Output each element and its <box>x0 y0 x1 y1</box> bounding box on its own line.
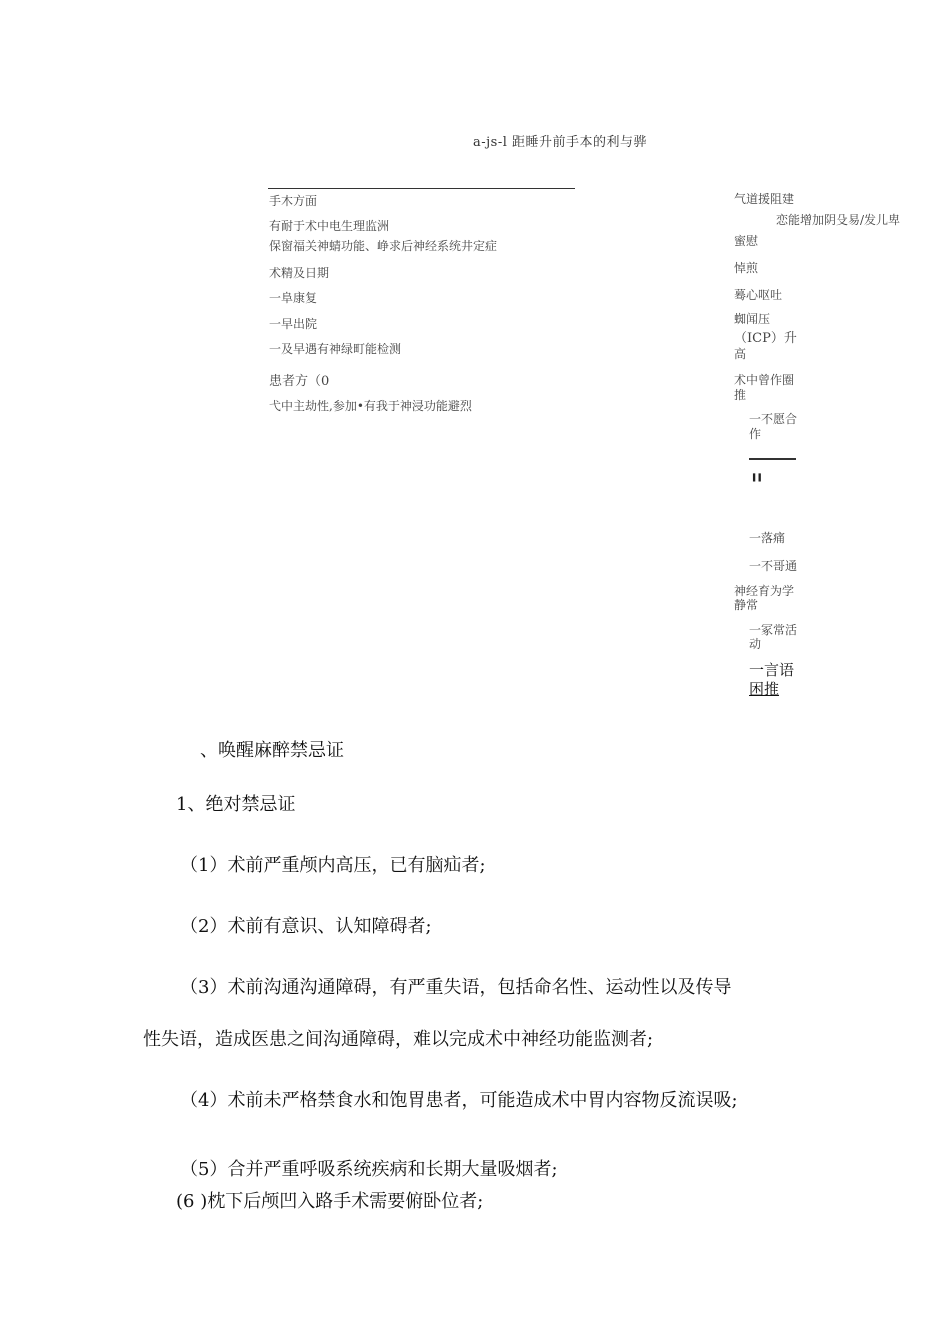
table-row: 保窗福关神蜻功能、峥求后神经系统井定症 <box>269 239 498 253</box>
right-item: 一冢常活 <box>749 623 798 637</box>
section-title: 、唤醒麻醉禁忌证 <box>200 740 344 761</box>
table-row: 弋中主劫性,参加•有我于神浸功能避烈 <box>269 399 472 413</box>
quote-mark: " <box>750 468 764 503</box>
right-item: 术中曾作圈 <box>734 373 795 387</box>
right-rule <box>749 458 796 460</box>
paragraph-line: (6 )枕下后颅凹入路手术需要俯卧位者; <box>176 1191 484 1212</box>
right-item: 神经育为学 <box>734 584 795 598</box>
right-item: 静常 <box>734 598 759 612</box>
table-top-rule <box>268 188 575 189</box>
right-item: 蜜慰 <box>734 234 759 248</box>
table-row: 一早出院 <box>269 317 318 331</box>
right-item: 作 <box>749 427 762 441</box>
right-item: 一言语 <box>749 661 795 679</box>
table-row: 有耐于术中电生理监洲 <box>269 219 390 233</box>
right-item: 动 <box>749 637 762 651</box>
right-item: 气道援阻建 <box>734 192 795 206</box>
table-row: 患者方（0 <box>269 374 330 389</box>
right-item: 一不愿合 <box>749 412 798 426</box>
paragraph-line: （3）术前沟通沟通障碍，有严重失语，包括命名性、运动性以及传导 <box>180 977 732 998</box>
paragraph-line: （2）术前有意识、认知障碍者; <box>180 916 432 937</box>
table-row: 一阜康复 <box>269 291 318 305</box>
table-heading: 手木方面 <box>269 194 318 208</box>
right-item: 一不哥通 <box>749 559 798 573</box>
subsection-title: 1、绝对禁忌证 <box>176 794 296 815</box>
paragraph-line: 性失语，造成医患之间沟通障碍，难以完成术中神经功能监测者; <box>143 1029 654 1050</box>
right-item: 蜘闻压 <box>734 312 771 326</box>
paragraph-line: （5）合并严重呼吸系统疾病和长期大量吸烟者; <box>180 1159 558 1180</box>
table-row: 一及早遇有神绿町能检测 <box>269 342 402 356</box>
paragraph-line: （1）术前严重颅内高压，已有脑疝者; <box>180 855 486 876</box>
page-title: a-js-l 距睡升前手本的利与骅 <box>473 135 648 150</box>
right-item: 推 <box>734 388 747 402</box>
right-item: （ICP）升 <box>734 331 797 346</box>
right-item: 蓦心呕吐 <box>734 288 783 302</box>
right-item: 困推 <box>749 680 780 698</box>
table-row: 术精及日期 <box>269 266 330 280</box>
right-item: 高 <box>734 347 747 361</box>
paragraph-line: （4）术前未严格禁食水和饱胃患者，可能造成术中胃内容物反流误吸; <box>180 1090 738 1111</box>
right-item: 一落痛 <box>749 531 786 545</box>
right-item: 悼煎 <box>734 261 759 275</box>
right-item: 恋能增加阴殳易/发儿卑 <box>776 213 901 227</box>
